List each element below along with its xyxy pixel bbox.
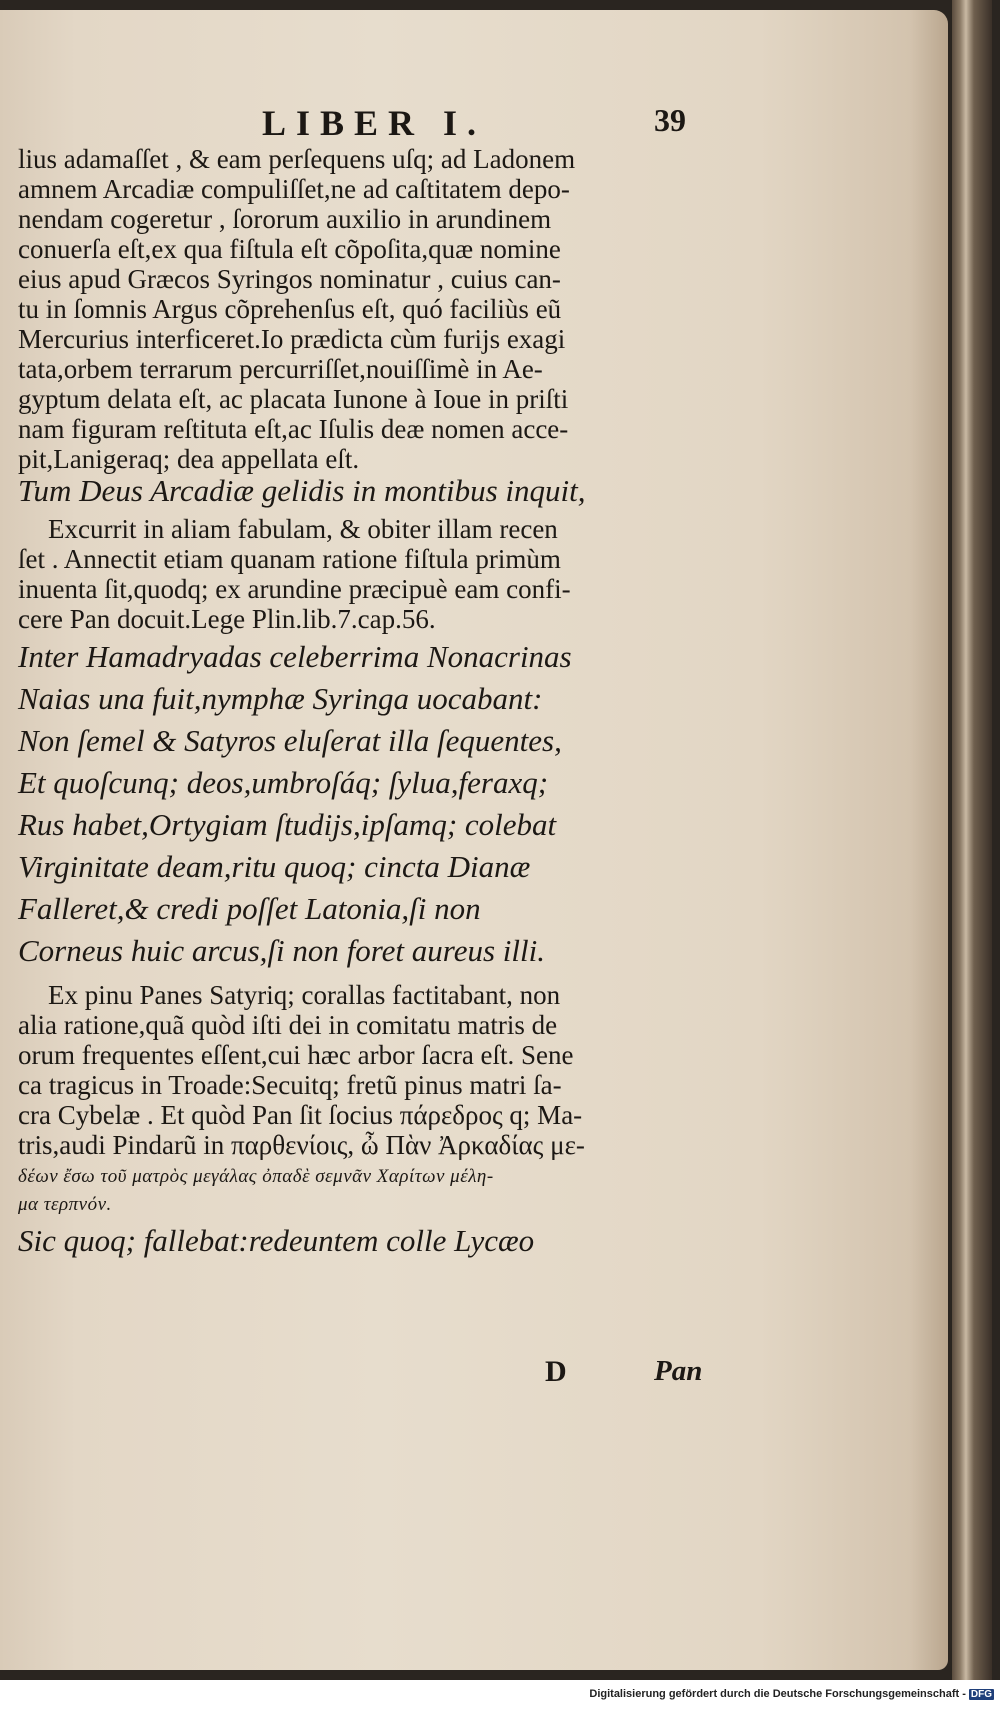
body-line: eius apud Græcos Syringos nominatur , cuius can-: [18, 264, 561, 294]
body-line: pit,Lanigeraq; dea appellata eſt.: [18, 444, 360, 474]
commentary-line: tris,audi Pindarũ in παρθενίοις, ὦ Πὰν Ἀρκαδίας με-: [18, 1130, 585, 1160]
body-line: nam figuram reſtituta eſt,ac Iſulis deæ nomen acce-: [18, 414, 569, 444]
commentary-line: Excurrit in aliam fabulam, & obiter illam recen: [48, 514, 558, 544]
verse-line: Corneus huic arcus,ſi non foret aureus illi.: [18, 933, 545, 968]
commentary-line: alia ratione,quã quòd iſti dei in comitatu matris de: [18, 1010, 558, 1040]
verse-line: Inter Hamadryadas celeberrima Nonacrinas: [18, 639, 572, 674]
greek-line: μα τερπνόν.: [18, 1194, 112, 1215]
body-line: tata,orbem terrarum percurriſſet,nouiſſimè in Ae-: [18, 354, 543, 384]
verse-line: Virginitate deam,ritu quoq; cincta Dianæ: [18, 849, 531, 884]
commentary-line: orum frequentes eſſent,cui hæc arbor ſacra eſt. Sene: [18, 1040, 574, 1070]
body-line: nendam cogeretur , ſororum auxilio in arundinem: [18, 204, 552, 234]
commentary-line: ca tragicus in Troade:Secuitq; fretũ pinus matri ſa-: [18, 1070, 562, 1100]
verse-line: Sic quoq; fallebat:redeuntem colle Lycæo: [18, 1223, 535, 1258]
body-line: amnem Arcadiæ compuliſſet,ne ad caſtitatem depo-: [18, 174, 570, 204]
catchword: Pan: [654, 1355, 703, 1387]
body-line: gyptum delata eſt, ac placata Iunone à Ioue in priſti: [18, 384, 569, 414]
commentary-line: cra Cybelæ . Et quòd Pan ſit ſocius πάρεδρος q; Ma-: [18, 1100, 583, 1130]
greek-line: δέων ἔσω τοῦ ματρὸς μεγάλας ὀπαδὲ σεμνᾶν Χαρίτων μέλη-: [18, 1166, 494, 1187]
commentary-line: Ex pinu Panes Satyriq; corallas factitabant, non: [48, 980, 561, 1010]
verse-line: Tum Deus Arcadiæ gelidis in montibus inquit,: [18, 473, 586, 508]
running-title: LIBER I.: [262, 103, 487, 143]
body-line: conuerſa eſt,ex qua fiſtula eſt cõpoſita,quæ nomine: [18, 234, 561, 264]
verse-line: Naias una fuit,nymphæ Syringa uocabant:: [18, 681, 543, 716]
verse-line: Non ſemel & Satyros eluſerat illa ſequentes,: [18, 723, 562, 758]
verse-line: Falleret,& credi poſſet Latonia,ſi non: [18, 891, 481, 926]
signature-mark: D: [545, 1355, 567, 1388]
page-number: 39: [654, 102, 686, 138]
page-edge: [952, 0, 992, 1680]
credit-text: Digitalisierung gefördert durch die Deutsche Forschungsgemeinschaft -: [589, 1688, 966, 1700]
body-line: Mercurius interficeret.Io prædicta cùm furijs exagi: [18, 324, 566, 354]
body-line: tu in ſomnis Argus cõprehenſus eſt, quó faciliùs eũ: [18, 294, 562, 324]
verse-line: Rus habet,Ortygiam ſtudijs,ipſamq; colebat: [18, 807, 557, 842]
dfg-logo: DFG: [970, 1689, 992, 1700]
commentary-line: cere Pan docuit.Lege Plin.lib.7.cap.56.: [18, 604, 436, 634]
body-line: lius adamaſſet , & eam perſequens uſq; ad Ladonem: [18, 144, 576, 174]
commentary-line: inuenta ſit,quodq; ex arundine præcipuè eam confi-: [18, 574, 571, 604]
digitization-credit: [589, 1688, 994, 1700]
commentary-line: ſet . Annectit etiam quanam ratione fiſtula primùm: [18, 544, 561, 574]
verse-line: Et quoſcunq; deos,umbroſáq; ſylua,feraxq;: [18, 765, 549, 800]
